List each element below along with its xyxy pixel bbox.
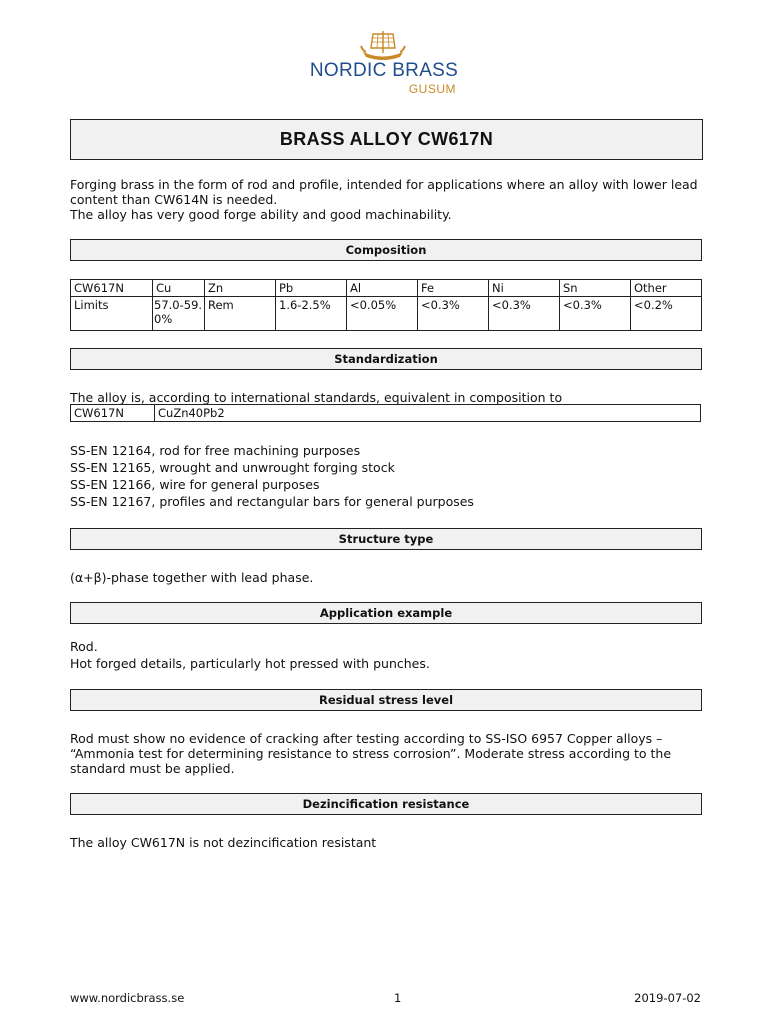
- composition-table: [70, 279, 702, 331]
- intro-line-3: The alloy has very good forge ability and good machinability.: [70, 207, 452, 222]
- table-cell: Fe: [418, 280, 489, 297]
- table-cell: 1.6-2.5%: [276, 297, 347, 331]
- table-cell: CuZn40Pb2: [155, 405, 701, 422]
- table-cell: Al: [347, 280, 418, 297]
- table-cell: CW617N: [71, 405, 155, 422]
- footer-website[interactable]: www.nordicbrass.se: [70, 991, 185, 1005]
- brand-name: NORDIC BRASS: [309, 60, 459, 81]
- standard-item: SS-EN 12166, wire for general purposes: [70, 477, 320, 492]
- table-row: [71, 405, 701, 422]
- residual-heading: Residual stress level: [70, 689, 702, 711]
- table-cell: Rem: [205, 297, 276, 331]
- table-cell: <0.3%: [489, 297, 560, 331]
- table-cell: <0.2%: [631, 297, 702, 331]
- standard-item: SS-EN 12165, wrought and unwrought forging stock: [70, 460, 395, 475]
- dezincification-text: The alloy CW617N is not dezincification resistant: [70, 835, 377, 850]
- table-cell: <0.3%: [418, 297, 489, 331]
- footer-page-number: 1: [394, 991, 402, 1005]
- intro-line-2: content than CW614N is needed.: [70, 192, 278, 207]
- table-cell: <0.05%: [347, 297, 418, 331]
- intro-line-1: Forging brass in the form of rod and profile, intended for applications where an alloy with lower lead: [70, 177, 698, 192]
- brand-location: GUSUM: [408, 82, 456, 96]
- viking-ship-icon: [358, 28, 408, 64]
- standardization-text: The alloy is, according to international standards, equivalent in composition to: [70, 390, 563, 405]
- table-cell: Pb: [276, 280, 347, 297]
- table-cell: Sn: [560, 280, 631, 297]
- table-cell: Ni: [489, 280, 560, 297]
- table-cell: <0.3%: [560, 297, 631, 331]
- structure-text: (α+β)-phase together with lead phase.: [70, 570, 314, 585]
- table-cell: Limits: [71, 297, 153, 331]
- footer-date: 2019-07-02: [634, 991, 701, 1005]
- composition-heading: Composition: [70, 239, 702, 261]
- application-line: Rod.: [70, 639, 98, 654]
- table-cell: CW617N: [71, 280, 153, 297]
- residual-line: “Ammonia test for determining resistance to stress corrosion”. Moderate stress according to the: [70, 746, 672, 761]
- application-line: Hot forged details, particularly hot pressed with punches.: [70, 656, 430, 671]
- standard-item: SS-EN 12167, profiles and rectangular bars for general purposes: [70, 494, 474, 509]
- structure-heading: Structure type: [70, 528, 702, 550]
- application-heading: Application example: [70, 602, 702, 624]
- dezincification-heading: Dezincification resistance: [70, 793, 702, 815]
- page-title: BRASS ALLOY CW617N: [70, 119, 703, 160]
- residual-line: standard must be applied.: [70, 761, 235, 776]
- table-cell: Zn: [205, 280, 276, 297]
- equivalence-table: [70, 404, 701, 422]
- table-cell: Other: [631, 280, 702, 297]
- standardization-heading: Standardization: [70, 348, 702, 370]
- table-row: [71, 297, 702, 331]
- residual-line: Rod must show no evidence of cracking after testing according to SS-ISO 6957 Copper alloys –: [70, 731, 663, 746]
- table-cell: 57.0-59.0%: [153, 297, 205, 331]
- standard-item: SS-EN 12164, rod for free machining purposes: [70, 443, 361, 458]
- table-cell: Cu: [153, 280, 205, 297]
- table-row: [71, 280, 702, 297]
